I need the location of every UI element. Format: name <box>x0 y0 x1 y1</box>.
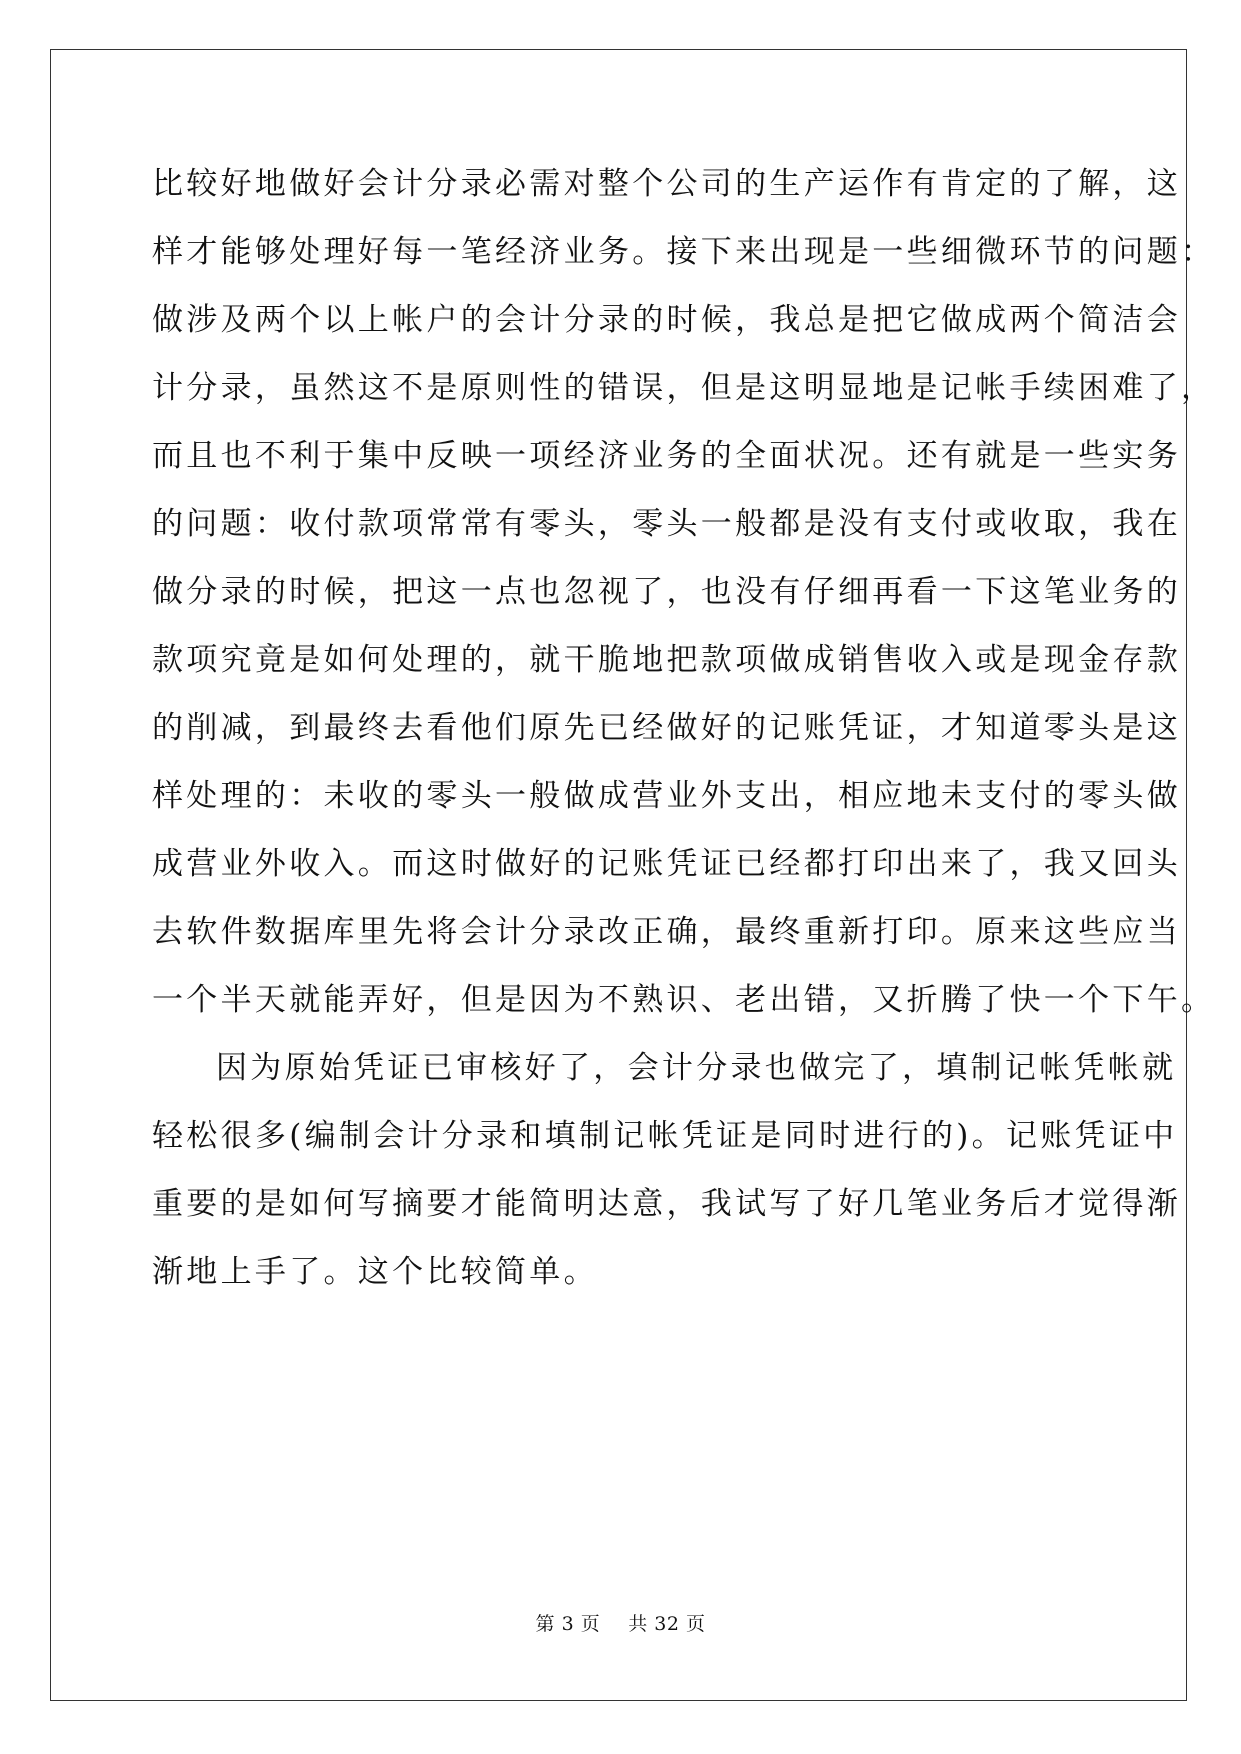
page-footer <box>0 1612 1241 1636</box>
text-line: 成营业外收入。而这时做好的记账凭证已经都打印出来了，我又回头 <box>152 846 1181 882</box>
text-line: 渐地上手了。这个比较简单。 <box>152 1254 598 1290</box>
page-number: 第 3 页 <box>535 1613 601 1635</box>
text-line: 计分录，虽然这不是原则性的错误，但是这明显地是记帐手续困难了， <box>152 370 1216 406</box>
text-line: 的问题：收付款项常常有零头，零头一般都是没有支付或收取，我在 <box>152 506 1181 542</box>
text-line: 做涉及两个以上帐户的会计分录的时候，我总是把它做成两个简洁会 <box>152 302 1181 338</box>
paragraph-first-line: 因为原始凭证已审核好了，会计分录也做完了，填制记帐凭帐就 <box>216 1050 1177 1086</box>
text-line: 一个半天就能弄好，但是因为不熟识、老出错，又折腾了快一个下午。 <box>152 982 1216 1018</box>
text-line: 样才能够处理好每一笔经济业务。接下来出现是一些细微环节的问题： <box>152 234 1216 270</box>
total-pages: 共 32 页 <box>628 1613 706 1635</box>
text-line: 的削减，到最终去看他们原先已经做好的记账凭证，才知道零头是这 <box>152 710 1181 746</box>
text-line: 去软件数据库里先将会计分录改正确，最终重新打印。原来这些应当 <box>152 914 1181 950</box>
text-line: 款项究竟是如何处理的，就干脆地把款项做成销售收入或是现金存款 <box>152 642 1181 678</box>
text-line: 轻松很多(编制会计分录和填制记帐凭证是同时进行的)。记账凭证中 <box>152 1118 1178 1154</box>
text-line: 比较好地做好会计分录必需对整个公司的生产运作有肯定的了解，这 <box>152 166 1181 202</box>
text-line: 重要的是如何写摘要才能简明达意，我试写了好几笔业务后才觉得渐 <box>152 1186 1181 1222</box>
text-line: 样处理的：未收的零头一般做成营业外支出，相应地未支付的零头做 <box>152 778 1181 814</box>
text-line: 做分录的时候，把这一点也忽视了，也没有仔细再看一下这笔业务的 <box>152 574 1181 610</box>
text-line: 而且也不利于集中反映一项经济业务的全面状况。还有就是一些实务 <box>152 438 1181 474</box>
